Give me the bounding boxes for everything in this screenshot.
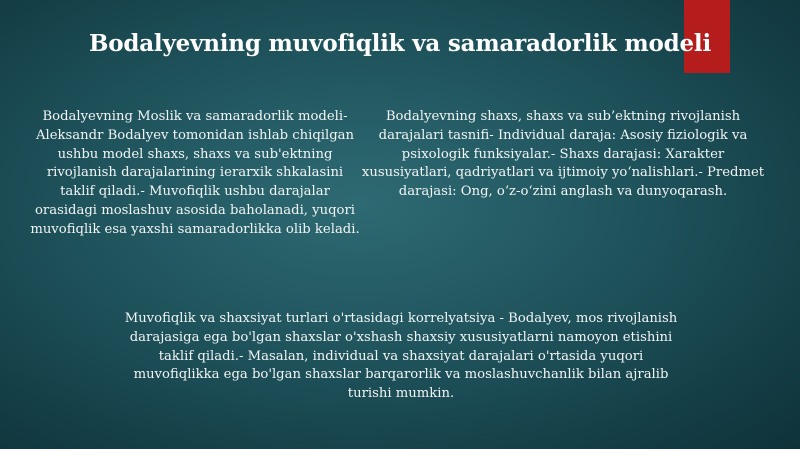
bottom-text-block: Muvofiqlik va shaxsiyat turlari o'rtasidagi korrelyatsiya - Bodalyev, mos rivojlanish darajasiga ega bo'lgan shaxslar o'xshash shaxsiy xususiyatlarni namoyon etishini taklif qiladi.- Masalan, individual va shaxsiyat darajalari o'rtasida yuqori muvofiqlikka ega bo'lgan shaxslar barqarorlik va moslashuvchanlik bilan ajralib turishi mumkin. xyxy=(124,311,678,402)
right-text-block: Bodalyevning shaxs, shaxs va sub’ektning rivojlanish darajalari tasnifi- Individual daraja: Asosiy fiziologik va psixologik funksiyalar.- Shaxs darajasi: Xarakter xususiyatlari, qadriyatlari va ijtimoiy yo‘nalishlari.- Predmet darajasi: Ong, o‘z-o‘zini anglash va dunyoqarash. xyxy=(361,109,765,200)
left-text-block: Bodalyevning Moslik va samaradorlik modeli- Aleksandr Bodalyev tomonidan ishlab chiqilgan ushbu model shaxs, shaxs va sub'ektning rivojlanish darajalarining ierarxik shkalasini taklif qiladi.- Muvofiqlik ushbu darajalar orasidagi moslashuv asosida baholanadi, yuqori muvofiqlik esa yaxshi samaradorlikka olib keladi. xyxy=(30,109,360,237)
slide-title: Bodalyevning muvofiqlik va samaradorlik modeli xyxy=(88,30,712,57)
